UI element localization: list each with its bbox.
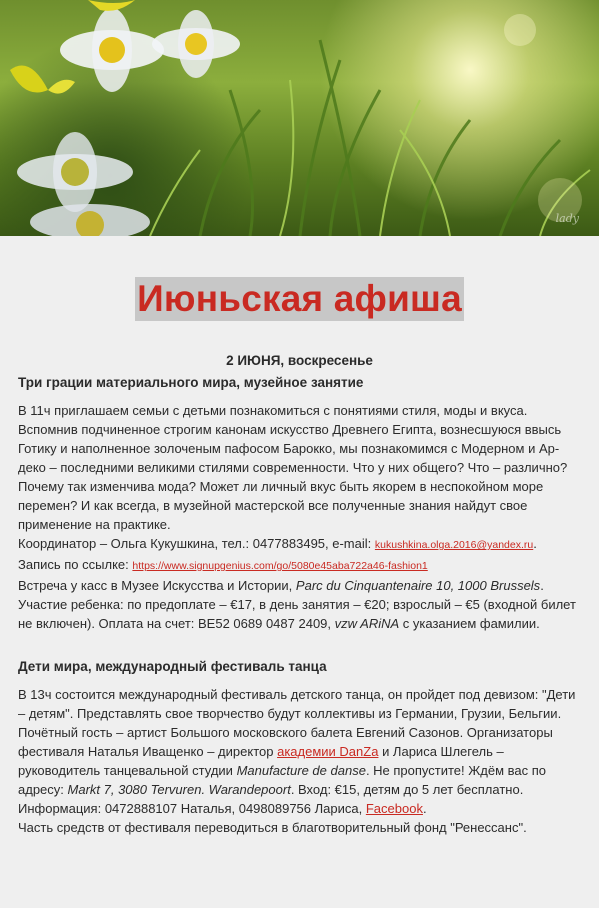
payment-suffix: с указанием фамилии. <box>402 616 540 631</box>
desc-part-1: В 13ч состоится международный фестиваль детского танца, он пройдет под девизом: "Дети – детям". Представлять свое творчество будут коллективы из Германии, Грузии, Бельгии. Почётный гость – артист Большого московского балета Евгений Сазонов. Организаторы фестиваля Наталья Иващенко – директор <box>18 687 576 759</box>
meeting-address: Parc du Cinquantenaire 10, 1000 Brussels <box>295 578 541 593</box>
daisy-flower-3 <box>17 132 133 212</box>
hero-image <box>0 0 599 236</box>
event-description: В 11ч приглашаем семьи с детьми познакомиться с понятиями стиля, моды и вкуса. Вспомнив подчиненное строгим канонам искусство Древнего Египта, вознесшуюся ввысь Готику и наполненное золоченым пафосом Барокко, мы познакомимся с Модерном и Ар-деко – последними великими стилями современности. Что у них общего? Что – различно? Почему так изменчива мода? Может ли личный вкус быть якорем в неспокойном море перемен? И как всегда, в музейной мастерской все полученные знания найдут свое применение на практике. <box>18 403 568 532</box>
main-content <box>0 351 599 837</box>
event-2 <box>18 657 581 837</box>
event-date: 2 ИЮНЯ, воскресенье <box>226 353 373 368</box>
coordinator-label: Координатор – Ольга Кукушкина, тел.: 0477883495, e-mail: <box>18 536 372 551</box>
butterfly-1 <box>10 66 75 94</box>
event-coordinator <box>18 534 581 555</box>
signup-label: Запись по ссылке: <box>18 557 129 572</box>
payment-org: vzw ARiNA <box>334 616 400 631</box>
daisy-flower-2 <box>152 10 240 78</box>
event-charity-note: Часть средств от фестиваля переводиться в благотворительный фонд "Ренессанс". <box>18 820 527 835</box>
facebook-link[interactable]: Facebook <box>365 801 423 816</box>
email-link[interactable]: kukushkina.olga.2016@yandex.ru <box>374 539 534 551</box>
event-payment <box>18 595 581 633</box>
event-address: Markt 7, 3080 Tervuren. Warandepoort <box>67 782 291 797</box>
butterfly-2 <box>88 0 135 11</box>
event-1 <box>18 351 581 633</box>
studio-name: Manufacture de danse <box>236 763 366 778</box>
coordinator-suffix: . <box>533 536 537 551</box>
signup-link[interactable]: https://www.signupgenius.com/go/5080e45aba722a46-fashion1 <box>132 560 428 572</box>
desc-part-4: . Вход: €15, детям до 5 лет бесплатно. Информация: 0472888107 Наталья, 0498089756 Лариса, <box>18 782 524 816</box>
meeting-suffix: . <box>540 578 544 593</box>
hero-illustration <box>0 0 599 236</box>
academy-link[interactable]: академии DanZa <box>277 744 379 759</box>
page-title: Июньская афиша <box>137 278 462 319</box>
event-signup <box>18 555 581 576</box>
desc-part-2: и Лариса Шлегель – руководитель танцевальной студии <box>18 744 504 778</box>
daisy-flower-4 <box>30 204 150 236</box>
photo-credit: lady <box>555 212 579 225</box>
event-title: Три грации материального мира, музейное занятие <box>18 375 364 390</box>
section-gap <box>18 633 581 657</box>
event-meeting <box>18 576 581 595</box>
desc-part-3: . Не пропустите! Ждём вас по адресу: <box>18 763 547 797</box>
event-description <box>18 685 581 818</box>
payment-prefix: Участие ребенка: по предоплате – €17, в день занятия – €20; взрослый – €5 (входной билет не включен). Оплата на счет: BE52 0689 0487 2409, <box>18 597 576 631</box>
event-title: Дети мира, международный фестиваль танца <box>18 659 327 674</box>
meeting-prefix: Встреча у касс в Музее Искусства и Истории, <box>18 578 293 593</box>
title-wrap <box>0 277 599 321</box>
daisy-flower-1 <box>60 8 164 92</box>
desc-part-5: . <box>422 801 427 816</box>
